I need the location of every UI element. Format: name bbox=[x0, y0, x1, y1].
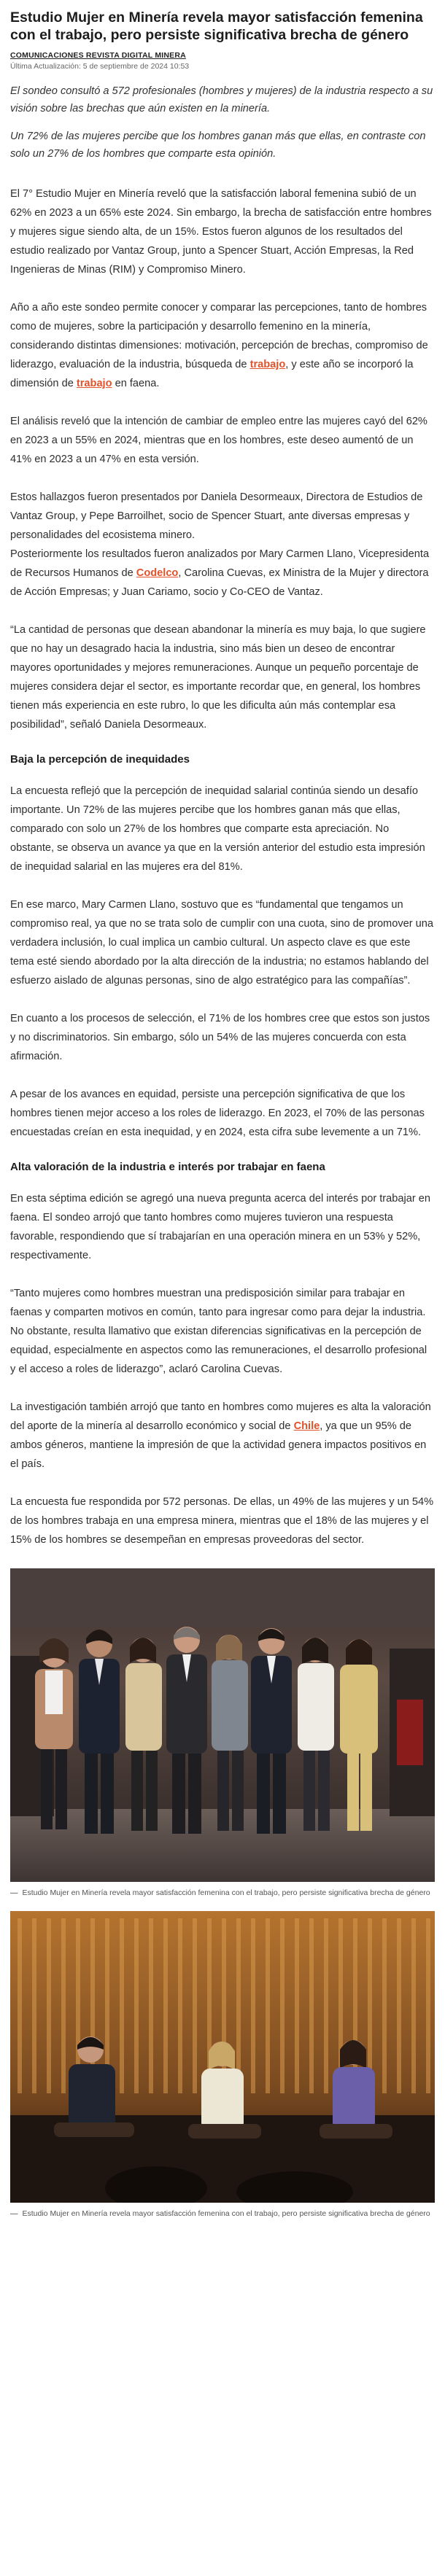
section-heading-inequidades: Baja la percepción de inequidades bbox=[10, 753, 190, 766]
paragraph-4b bbox=[10, 545, 435, 602]
paragraph-2-text-c: en faena. bbox=[112, 378, 160, 389]
paragraph-6: La encuesta reflejó que la percepción de inequidad salarial continúa siendo un desafío importante. Un 72% de las mujeres percibe que los hombres ganan más que ellas, comparado con solo un 27% de los hombres que comparte esta apreciación. No obstante, se observa un avance ya que en la versión anterior del estudio esta impresión de inequidad salarial en las mujeres era del 81%. bbox=[10, 785, 425, 873]
trabajo-link-1[interactable]: trabajo bbox=[249, 359, 286, 370]
lead-paragraph-2: Un 72% de las mujeres percibe que los hombres ganan más que ellas, en contraste con solo un 27% de los hombres que comparte esta opinión. bbox=[10, 131, 426, 160]
figure-panel-photo bbox=[10, 1911, 435, 2219]
caption-dash: — bbox=[10, 2209, 18, 2218]
chile-link[interactable]: Chile bbox=[293, 1420, 320, 1432]
lead-paragraph-1: El sondeo consultó a 572 profesionales (hombres y mujeres) de la industria respecto a su visión sobre las brechas que aún existen en la minería. bbox=[10, 85, 433, 114]
last-updated: Última Actualización: 5 de septiembre de 2024 10:53 bbox=[10, 62, 190, 71]
paragraph-4a: Estos hallazgos fueron presentados por Daniela Desormeaux, Directora de Estudios de Vantaz Group, y Pepe Barroilhet, socio de Spencer Stuart, ante diversas empresas y personalidades del ecosistema minero. bbox=[10, 491, 423, 541]
paragraph-10: En esta séptima edición se agregó una nueva pregunta acerca del interés por trabajar en faena. El sondeo arrojó que tanto hombres como mujeres tuvieron una respuesta favorable, respondiendo que sí trabajarían en una operación minera en un 53% y 52%, respectivamente. bbox=[10, 1193, 431, 1261]
paragraph-4b-text-b: , Carolina Cuevas, ex Ministra de la Mujer y directora de Acción Empresas; y Juan Cariamo, socio y Co-CEO de Vantaz. bbox=[10, 567, 429, 598]
paragraph-12-text-a: La investigación también arrojó que tanto en hombres como mujeres es alta la valoración del aporte de la minería al desarrollo económico y social de bbox=[10, 1401, 431, 1432]
paragraph-7: En ese marco, Mary Carmen Llano, sostuvo que es “fundamental que tengamos un compromiso real, ya que no se trata solo de cumplir con una cuota, sino de promover una verdadera inclusión, lo cual implica un cambio cultural. Un aspecto clave es que este tema esté siendo abordado por la alta dirección de la industria; no estamos hablando del esfuerzo aislado de algunas personas, sino de algo estratégico para las compañías”. bbox=[10, 899, 434, 987]
trabajo-link-2[interactable]: trabajo bbox=[76, 378, 112, 389]
panel-photo-image bbox=[10, 1911, 435, 2203]
figure-1-caption-text: Estudio Mujer en Minería revela mayor satisfacción femenina con el trabajo, pero persiste significativa brecha de género bbox=[22, 1888, 430, 1897]
paragraph-3: El análisis reveló que la intención de cambiar de empleo entre las mujeres cayó del 62% en 2023 a un 55% en 2024, mientras que en los hombres, este deseo aumentó de un 41% en 2023 a un 47% en esta versión. bbox=[10, 416, 427, 465]
codelco-link[interactable]: Codelco bbox=[136, 567, 179, 579]
paragraph-2 bbox=[10, 298, 435, 393]
paragraph-2-text-a: Año a año este sondeo permite conocer y comparar las percepciones, tanto de hombres como de mujeres, sobre la participación y desarrollo femenino en la minería, considerando distintas dimensiones: motivación, percepción de brechas, compromiso de liderazgo, evaluación de la industria, búsqueda de bbox=[10, 302, 428, 370]
figure-2-caption-text: Estudio Mujer en Minería revela mayor satisfacción femenina con el trabajo, pero persiste significativa brecha de género bbox=[22, 2209, 430, 2218]
caption-dash: — bbox=[10, 1888, 18, 1897]
figure-1-caption bbox=[10, 1888, 435, 1898]
group-photo-image bbox=[10, 1568, 435, 1882]
paragraph-2-text-b: , y este año se incorporó la dimensión de bbox=[10, 359, 414, 389]
paragraph-4b-text-a: Posteriormente los resultados fueron analizados por Mary Carmen Llano, Vicepresidenta de Recursos Humanos de bbox=[10, 548, 430, 579]
paragraph-12 bbox=[10, 1398, 435, 1474]
paragraph-11: “Tanto mujeres como hombres muestran una predisposición similar para trabajar en faenas y comparten motivos en común, tanto para ingresar como para dejar la industria. No obstante, resulta llamativo que existan diferencias significativas en la percepción de equidad, especialmente en aspectos como las remuneraciones, el desarrollo profesional y el acceso a roles de liderazgo”, aclaró Carolina Cuevas. bbox=[10, 1288, 427, 1375]
paragraph-1: El 7° Estudio Mujer en Minería reveló que la satisfacción laboral femenina subió de un 62% en 2023 a un 65% este 2024. Sin embargo, la brecha de satisfacción entre hombres y mujeres sigue siendo alta, de un 15%. Estos fueron algunos de los resultados del estudio realizado por Vantaz Group, junto a Spencer Stuart, Acción Empresas, la Red Ingenieras de Minas (RIM) y Compromiso Minero. bbox=[10, 188, 432, 276]
figure-group-photo bbox=[10, 1568, 435, 1898]
author-link[interactable]: COMUNICACIONES REVISTA DIGITAL MINERA bbox=[10, 51, 186, 60]
section-heading-faena: Alta valoración de la industria e interés por trabajar en faena bbox=[10, 1161, 325, 1173]
paragraph-12-text-b: , ya que un 95% de ambos géneros, mantiene la impresión de que la actividad genera impactos positivos en el país. bbox=[10, 1420, 427, 1470]
paragraph-5-quote: “La cantidad de personas que desean abandonar la minería es muy baja, lo que sugiere que no hay un desagrado hacia la industria, sino más bien un deseo de encontrar mayores oportunidades y mejores remuneraciones. Aunque un pequeño porcentaje de mujeres considera dejar el sector, es importante recordar que, en general, los hombres tienen más experiencia en este rubro, lo que les dificulta aún más contemplar esa posibilidad”, señaló Daniela Desormeaux. bbox=[10, 624, 426, 731]
article-title: Estudio Mujer en Minería revela mayor satisfacción femenina con el trabajo, pero persiste significativa brecha de género bbox=[10, 9, 423, 43]
figure-2-caption bbox=[10, 2209, 435, 2219]
paragraph-9: A pesar de los avances en equidad, persiste una percepción significativa de que los hombres tienen mejor acceso a los roles de liderazgo. En 2023, el 70% de las personas encuestadas creían en esta inequidad, y en 2024, esta cifra sube levemente a un 71%. bbox=[10, 1089, 425, 1138]
paragraph-8: En cuanto a los procesos de selección, el 71% de los hombres cree que estos son justos y no discriminatorios. Sin embargo, sólo un 54% de las mujeres concuerda con esta afirmación. bbox=[10, 1013, 430, 1062]
paragraph-13: La encuesta fue respondida por 572 personas. De ellas, un 49% de las mujeres y un 54% de los hombres trabaja en una empresa minera, mientras que el 18% de las mujeres y el 15% de los hombres se desempeñan en empresas proveedoras del sector. bbox=[10, 1496, 434, 1546]
